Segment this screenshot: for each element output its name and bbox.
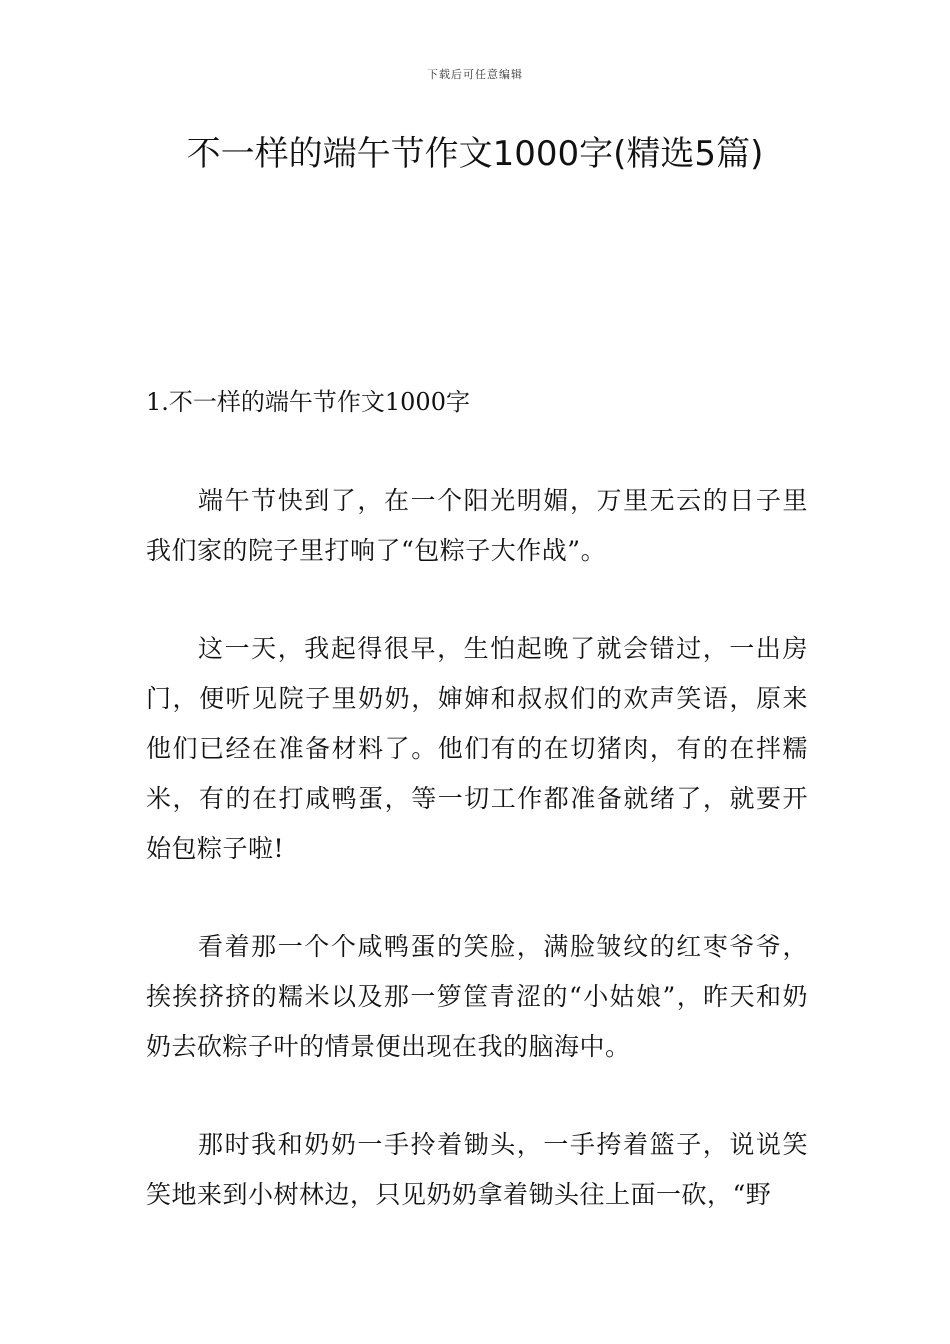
paragraph-1: 端午节快到了，在一个阳光明媚，万里无云的日子里我们家的院子里打响了“包粽子大作战”。: [146, 486, 808, 565]
header-note: 下载后可任意编辑: [427, 68, 523, 81]
paragraph-4: 那时我和奶奶一手拎着锄头，一手挎着篮子，说说笑笑地来到小树林边，只见奶奶拿着锄头往上面一砍，“野: [146, 1130, 808, 1209]
document-title: 不一样的端午节作文1000字(精选5篇): [186, 134, 764, 174]
paragraph-3: 看着那一个个咸鸭蛋的笑脸，满脸皱纹的红枣爷爷，挨挨挤挤的糯米以及那一箩筐青涩的“小姑娘”，昨天和奶奶去砍粽子叶的情景便出现在我的脑海中。: [146, 932, 808, 1061]
section-heading: 1.不一样的端午节作文1000字: [146, 388, 470, 416]
paragraph-2: 这一天，我起得很早，生怕起晚了就会错过，一出房门，便听见院子里奶奶，婶婶和叔叔们的欢声笑语，原来他们已经在准备材料了。他们有的在切猪肉，有的在拌糯米，有的在打咸鸭蛋，等一切工作都准备就绪了，就要开始包粽子啦!: [146, 634, 808, 863]
